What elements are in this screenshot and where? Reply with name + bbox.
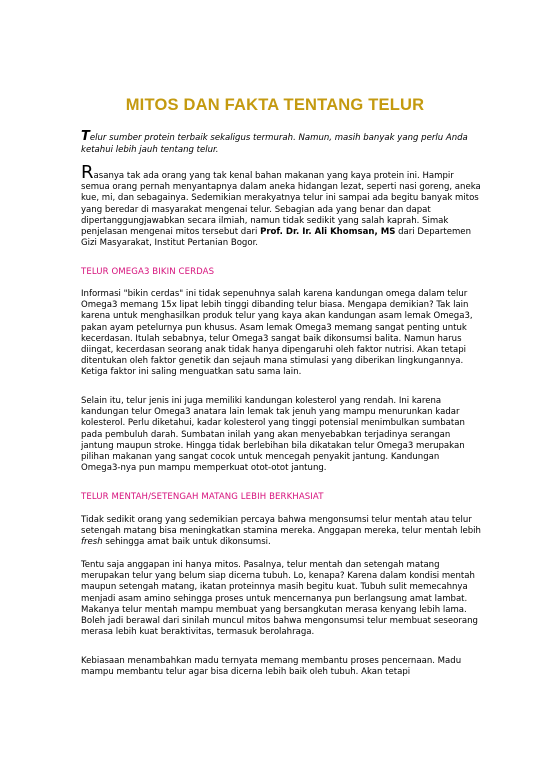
lead-text: elur sumber protein terbaik sekaligus termurah. Namun, masih banyak yang perlu Anda ketahui lebih jauh tentang telur. [81, 133, 468, 155]
omega3-paragraph-2: Selain itu, telur jenis ini juga memiliki kandungan kolesterol yang rendah. Ini karena kandungan telur Omega3 anatara lain lemak tak jenuh yang mampu menurunkan kadar kolesterol. Perlu diketahui, kadar kolesterol yang tinggi potensial menimbulkan sumbatan pada pembuluh darah. Sumbatan inilah yang akan menyebabkan terjadinya serangan jantung maupun stroke. Hingga tidak berlebihan bila dikatakan telur Omega3 merupakan pilihan makanan yang sangat cocok untuk mencegah penyakit jantung. Kandungan Omega3-nya pun mampu memperkuat otot-otot jantung. [81, 396, 465, 474]
raw-egg-p1-em: fresh [81, 537, 103, 548]
raw-egg-p1-a: Tidak sedikit orang yang sedemikian percaya bahwa mengonsumsi telur mentah atau telur setengah matang bisa meningkatkan stamina mereka. Anggapan mereka, telur mentah lebih [81, 515, 481, 537]
lead-initial: T [81, 129, 90, 144]
omega3-paragraph-1: Informasi "bikin cerdas" ini tidak sepenuhnya salah karena kandungan omega dalam telur Omega3 memang 15x lipat lebih tinggi dibanding telur biasa. Mengapa demikian? Tak lain karena untuk menghasilkan produk telur yang kaya akan kandungan asam lemak Omega3, pakan ayam petelurnya pun khusus. Asam lemak Omega3 memang sangat penting untuk kecerdasan. Itulah sebabnya, telur Omega3 sangat baik dikonsumsi balita. Namun harus diingat, kecerdasan seorang anak tidak hanya dipengaruhi oleh faktor nutrisi. Akan tetapi ditentukan oleh faktor genetik dan sejauh mana stimulasi yang diberikan lingkungannya. Ketiga faktor ini saling menguatkan satu sama lain. [81, 289, 473, 378]
raw-egg-paragraph-1 [81, 515, 481, 549]
section-heading-raw-egg: TELUR MENTAH/SETENGAH MATANG LEBIH BERKHASIAT [81, 492, 324, 502]
article-title: MITOS DAN FAKTA TENTANG TELUR [125, 96, 425, 114]
intro-text-1: asanya tak ada orang yang tak kenal bahan makanan yang kaya protein ini. Hampir semua orang pernah menyantapnya dalam aneka hidangan lezat, seperti nasi goreng, aneka kue, mi, dan sebagainya. Sedemikian merakyatnya telur ini sampai ada begitu banyak mitos yang beredar di masyarakat mengenai telur. Sebagian ada yang benar dan dapat dipertanggungjawabkan secara ilmiah, namun tidak sedikit yang salah kaprah. Simak penjelasan mengenai mitos tersebut dari [81, 171, 481, 238]
expert-name: Prof. Dr. Ir. Ali Khomsan, MS [260, 227, 396, 238]
intro-text-2: dari Departemen Gizi Masyarakat, Institut Pertanian Bogor. [81, 227, 471, 249]
intro-paragraph [81, 162, 481, 249]
raw-egg-p1-b: sehingga amat baik untuk dikonsumsi. [102, 537, 271, 548]
raw-egg-paragraph-3: Kebiasaan menambahkan madu ternyata memang membantu proses pencernaan. Madu mampu membantu telur agar bisa dicerna lebih baik oleh tubuh. Akan tetapi [81, 656, 462, 678]
intro-initial: R [81, 162, 94, 183]
raw-egg-paragraph-2: Tentu saja anggapan ini hanya mitos. Pasalnya, telur mentah dan setengah matang merupakan telur yang belum siap dicerna tubuh. Lo, kenapa? Karena dalam kondisi mentah maupun setengah matang, ikatan proteinnya masih begitu kuat. Tubuh sulit memecahnya menjadi asam amino sehingga proses untuk mencernanya pun berlangsung amat lambat. Makanya telur mentah mampu membuat yang bersangkutan merasa kenyang lebih lama. Boleh jadi berawal dari sinilah muncul mitos bahwa mengonsumsi telur membuat seseorang merasa lebih kuat beraktivitas, termasuk berolahraga. [81, 560, 478, 638]
section-heading-omega3: TELUR OMEGA3 BIKIN CERDAS [81, 267, 215, 277]
article-lead [81, 129, 477, 156]
